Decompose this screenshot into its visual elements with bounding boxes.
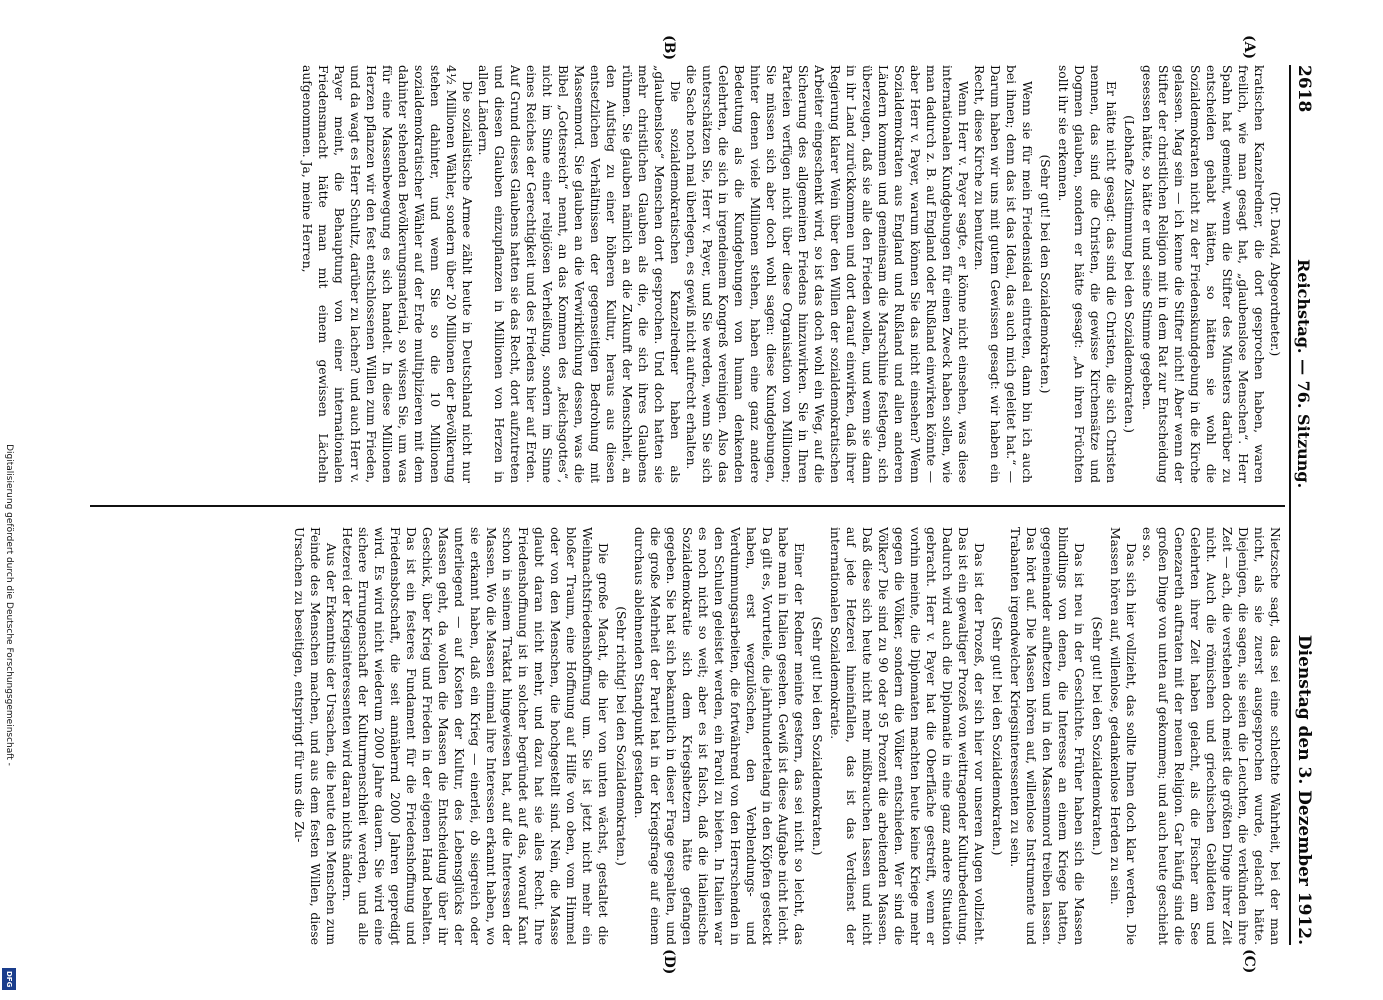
page-header [1289,65,1317,945]
paragraph: Das ist neu in der Geschichte. Früher haben sich die Massen blindlings von denen, die Interesse an einem Kriege hatten, gegeneinander aufhetzen und in den Massenmord treiben lassen. Das hört auf. Die Massen hören auf, willenlose Instrumente und Trabanten irgendwelcher Kriegsinteressenten zu sein. [1008,527,1086,945]
paragraph: Wenn Herr v. Payer sagte, er könne nicht einsehen, was diese internationalen Kundgebungen für einen Zweck haben sollen, wie man dadurch z. B. auf England oder Rußland einwirken könnte — aber Herr v. Payer, warum können Sie das nicht einsehen? Wenn Sozialdemokraten aus England und Rußland und allen anderen Ländern kommen und gemeinsam die Marschlinie festlegen, sich überzeugen, daß sie alle den Frieden wollen, und wenn sie dann in ihr Land zurückkommen und dort darauf einwirken, daß ihrer Regierung klarer Wein über den Willen der sozialdemokratischen Arbeiter eingeschenkt wird, so ist das doch wohl ein Weg, auf die Sicherung des allgemeinen Friedens hinzuwirken. Sie in Ihren Parteien verfügen nicht über diese Organisation von Millionen; Sie müssen sich aber doch wohl sagen: diese Kundgebungen, hinter denen viele Millionen stehen, haben eine ganz andere Bedeutung als die Kundgebungen von human denkenden Gelehrten, die sich in irgendeinem Kongreß vereinigen. Also das unterschätzen Sie, Herr v. Payer, und Sie werden, wenn Sie sich die Sache noch mal überlegen, es gewiß nicht aufrecht erhalten. [684,65,970,483]
remark: (Sehr richtig! bei den Sozialdemokraten.) [614,606,628,866]
paragraph: Die große Macht, die hier von unten wächst, gestaltet die Weihnachtsfriedenshoffnung um. Sie ist jetzt nicht mehr ein bloßer Traum, eine Hoffnung auf Hilfe von oben, vom Himmel oder von den Menschen, die hochgestellt sind. Nein, die Masse glaubt daran nicht mehr, und dazu hat sie alles Recht. Ihre Friedenshoffnung ist in solcher begründet auf das, worauf Kant schon in seinem Traktat hingewiesen hat, auf die Interessen der Massen. Wo die Massen einmal ihre Interessen erkannt haben, wo sie erkannt haben, daß ein Krieg — einerlei, ob siegreich oder unterliegend — auf Kosten der Kultur, des Lebensglücks der Massen geht, da wollen die Massen die Entscheidung über ihr Geschick, über Krieg und Frieden in der eigenen Hand behalten. Das ist ein festeres Fundament für die Friedenshoffnung und Friedensbotschaft, die seit annähernd 2000 Jahren gepredigt wird. Es wird nicht wiederum 2000 Jahre dauern. Sie wird eine sichere Errungenschaft der Kulturmenschheit werden, und alle Hetzerei der Kriegsinteressenten wird daran nichts ändern. [340,527,610,945]
paragraph: Die sozialistische Armee zählt heute in Deutschland nicht nur 4½ Millionen Wähler, sondern über 20 Millionen der Bevölkerung stehen dahinter, und wenn Sie so die 10 Millionen sozialdemokratischer Wähler auf der Erde multiplizieren mit dem dahinter stehenden Bevölkerungsmaterial, so wissen Sie, um was für eine Massenbewegung es sich handelt. In diese Millionen Herzen pflanzen wir den fest entschlossenen Willen zum Frieden, und da wagt es Herr Schultz, darüber zu lachen? und auch Herr v. Payer meint, die Behauptung von einer internationalen Friedensmacht hätte man mit einem gewissen Lächeln aufgenommen. Ja, meine Herren, [300,65,474,483]
speaker-label: (Dr. David, Abgeordneter.) [1268,191,1282,357]
margin-marker-c: (C) [1241,949,1257,974]
paragraph: kratischen Kanzelredner, die dort gesprochen haben, waren freilich, wie man gesagt hat, „glaubenslose Menschen“. Herr Spahn hat gemeint, wenn die Stifter des Münsters darüber zu entscheiden gehabt hätten, so hätten sie wohl die Sozialdemokraten nicht zu der Friedenskundgebung in die Kirche gelassen. Mag sein — ich kenne die Stifter nicht! Aber wenn der Stifter der christlichen Religion mit in dem Rat zur Entscheidung gesessen hätte, so hätte er und seine Stimme gegeben. [1140,65,1266,483]
scanned-page [85,35,1317,975]
remark: (Sehr gut! bei den Sozialdemokraten.) [1090,616,1104,856]
left-column [93,65,1283,483]
column-divider [90,505,1285,507]
paragraph: Das sich hier vollzieht, das sollte Ihnen doch klar werden. Die Massen hören auf, willenlose, gedankenlose Herden zu sein. [1108,527,1138,945]
paragraph: Das ist der Prozeß, der sich hier vor unseren Augen vollzieht. Das ist ein gewaltiger Prozeß von weittragender Kulturbedeutung. Dadurch wird auch die Diplomatie in eine ganz andere Situation gebracht. Herr v. Payer hat die Oberfläche gestreift, wenn er vorhin meinte, die Diplomaten machten heute keine Kriege mehr gegen die Völker, sondern die Völker entschieden. Wer sind die Völker? Die sind zu 90 oder 95 Prozent die arbeitenden Massen. Daß diese sich heute nicht mehr mißbrauchen lassen und nicht auf jede Hetzerei hineinfallen, das ist das Verdienst der internationalen Sozialdemokratie. [828,527,986,945]
paragraph: Wenn sie für mein Friedensideal eintreten, dann bin ich auch bei ihnen; denn das ist das Ideal, das auch mich geleitet hat.“ — Darum haben wir uns mit gutem Gewissen gesagt: wir haben ein Recht, diese Kirche zu benutzen. [972,65,1034,483]
session-title: Reichstag. — 76. Sitzung. [1294,259,1314,489]
right-column [93,527,1283,945]
dfg-attribution-text: Digitalisierung gefördert durch die Deutsche Forschungsgemeinschaft - [4,444,14,766]
margin-marker-d: (D) [661,949,677,975]
paragraph: Er hätte nicht gesagt: das sind die Christen, die sich Christen nennen, das sind die Christen, die gewisse Kirchensätze und Dogmen glauben, sondern er hätte gesagt: „An ihren Früchten sollt ihr sie erkennen. [1056,65,1118,483]
page-number: 2618 [1294,65,1314,113]
session-date: Dienstag den 3. Dezember 1912. [1294,634,1314,945]
paragraph: Einer der Redner meinte gestern, das sei nicht so leicht, das habe man in Italien gesehen. Gewiß ist diese Aufgabe nicht leicht. Da gilt es, Vorurteile, die jahrhundertelang in den Köpfen gesteckt haben, erst wegzulöschen, den Verblendungs- und Verdummungsarbeiten, die fortwährend von den Herrschenden in den Schulen geleistet werden, ein Paroli zu bieten. In Italien war es noch nicht so weit; aber es ist falsch, daß die italienische Sozialdemokratie sich dem Kriegshetzern hätte gefangen gegeben. Sie hat sich bekanntlich in dieser Frage gespalten, und die große Mehrheit der Partei hat in der Kriegsfrage auf einem durchaus ablehnenden Standpunkt gestanden. [632,527,806,945]
paragraph: Aus der Erkenntnis der Ursachen, die heute den Menschen zum Feinde des Menschen machen, und aus dem festen Willen, diese Ursachen zu beseitigen, entspringt für uns die Zu- [292,527,338,945]
dfg-logo: DFG [2,968,16,990]
paragraph: Nietzsche sagt, das sei eine schlechte Wahrheit, bei der man nicht, als sie zuerst ausgesprochen wurde, gelacht hätte. Diejenigen, die sagen, sie seien die Leuchten, die verkünden ihre Zeit — ach, die verstehen doch meist die größten Dinge ihrer Zeit nicht. Auch die römischen und griechischen Gebildeten und Gelehrten ihrer Zeit haben gelacht, als die Fischer am See Genezareth auftraten mit der neuen Religion. Gar häufig sind die großen Dinge von unten auf gekommen; und auch heute geschieht es so. [1140,527,1282,945]
remark: (Sehr gut! bei den Sozialdemokraten.) [990,616,1004,856]
margin-marker-a: (A) [1241,35,1257,60]
remark: (Sehr gut! bei den Sozialdemokraten.) [810,616,824,856]
remark: (Lebhafte Zustimmung bei den Sozialdemokraten.) [1122,115,1136,433]
paragraph: Die sozialdemokratischen Kanzelredner haben als „glaubenslose“ Menschen dort gesprochen. Und doch hatten sie mehr christlichen Glauben als die, die sich ihres Glaubens rühmen. Sie glauben nämlich an die Zukunft der Menschheit, an den Aufstieg zu einer höheren Kultur, heraus aus diesen entsetzlichen Verhältnissen der gegenseitigen Bedrohung mit Massenmord. Sie glauben an die Verwirklichung dessen, was die Bibel „Gottesreich“ nennt, an das Kommen des „Reichsgottes“, nicht im Sinne einer religiösen Verheißung, sondern im Sinne eines Reiches der Gerechtigkeit und des Friedens hier auf Erden. Auf Grund dieses Glaubens hatten sie das Recht, dort aufzutreten und diesen Glauben einzupflanzen in Millionen von Herzen in allen Ländern. [476,65,682,483]
remark: (Sehr gut! bei den Sozialdemokraten.) [1038,154,1052,394]
margin-marker-b: (B) [661,35,677,61]
side-attribution-strip [0,0,18,1000]
